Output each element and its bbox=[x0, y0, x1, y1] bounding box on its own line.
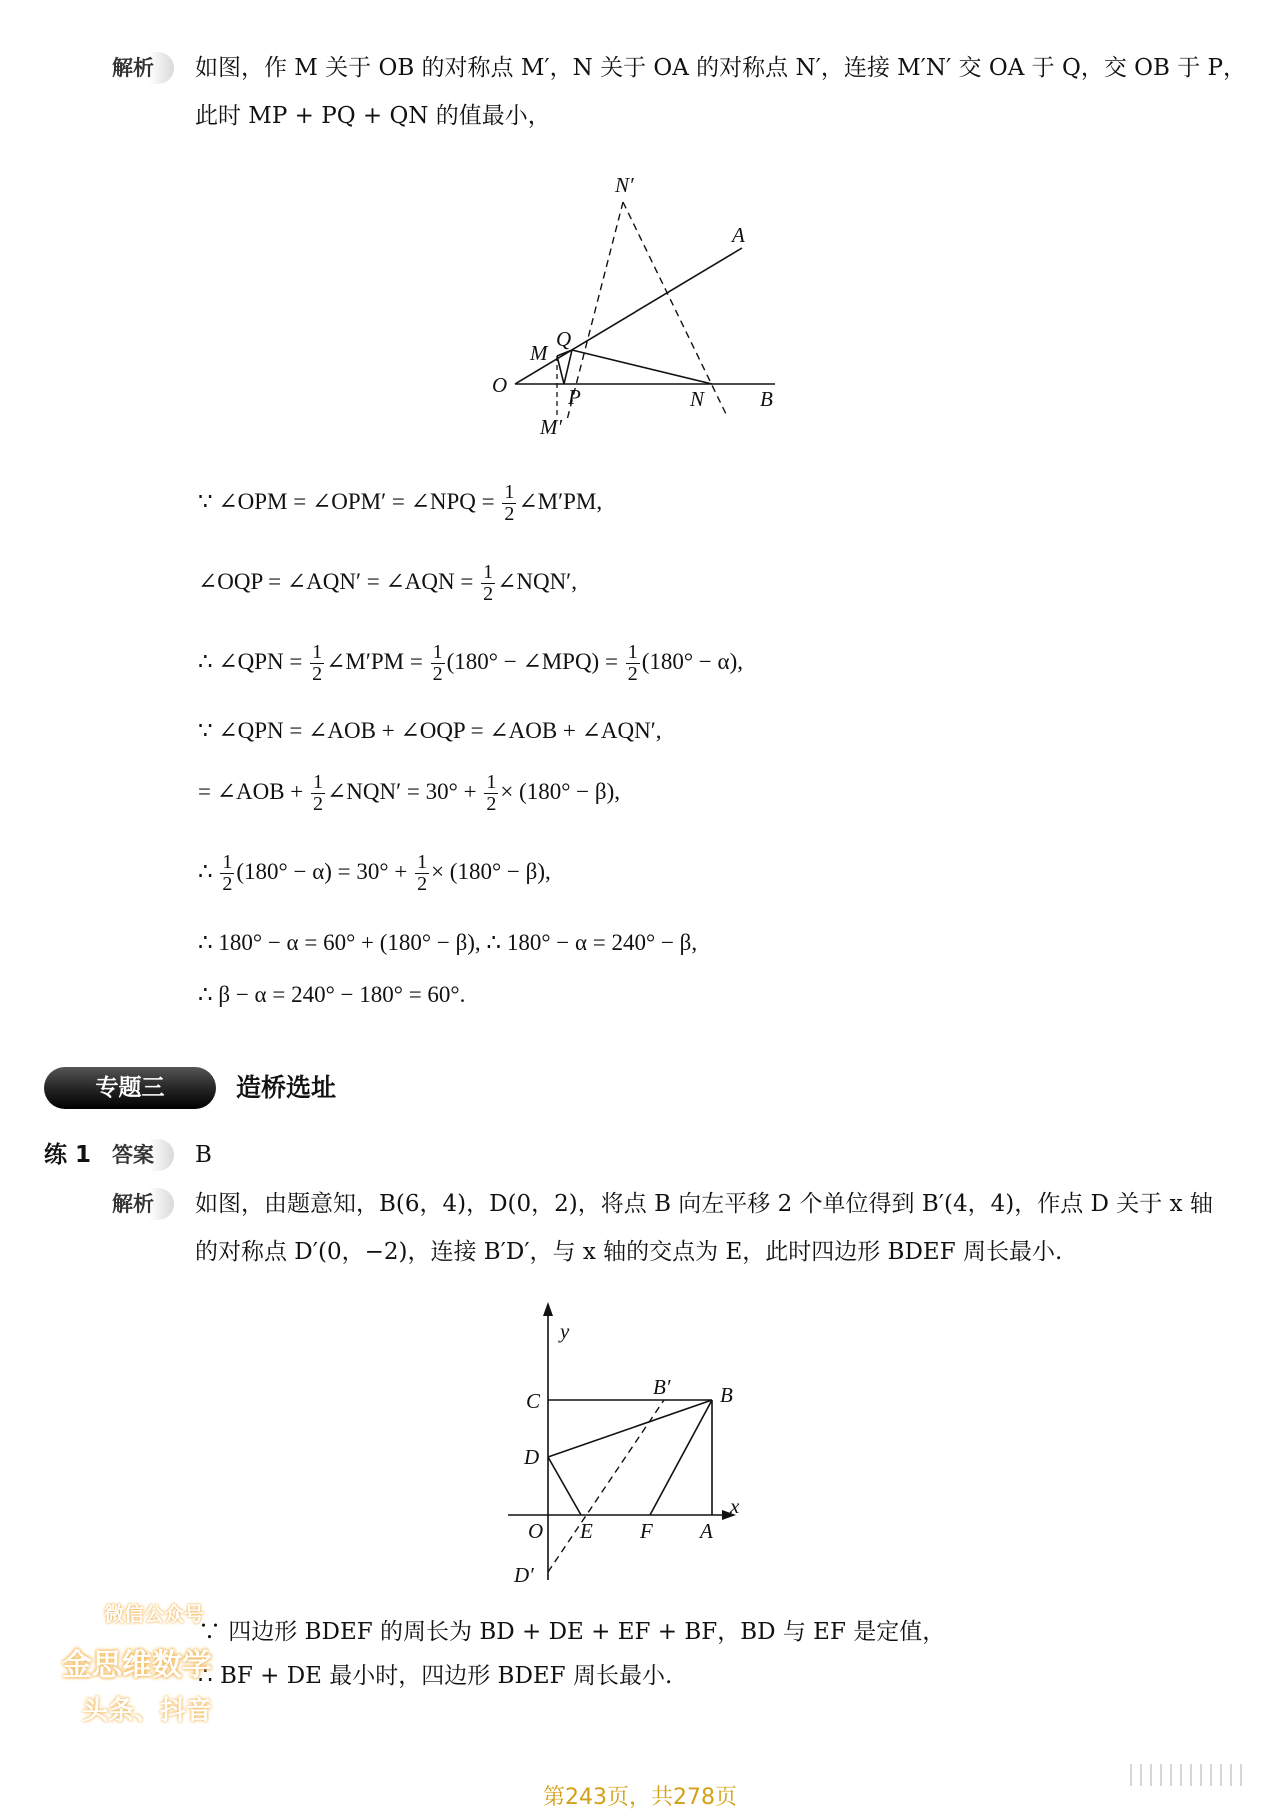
equation-4: ∵ ∠QPN = ∠AOB + ∠OQP = ∠AOB + ∠AQN′, bbox=[198, 718, 662, 743]
exercise-line-1: 如图，由题意知，B(6，4)，D(0，2)，将点 B 向左平移 2 个单位得到 B′(4，4)，作点 D 关于 x 轴 bbox=[195, 1191, 1213, 1217]
equation-5: = ∠AOB + $\frac{1}{2}$ ∠NQN′ = 30° + $\frac{1}{2}$ × (180° − β), bbox=[198, 771, 620, 815]
label-D: D bbox=[524, 1445, 540, 1469]
exercise-label: 练 1 bbox=[44, 1142, 92, 1168]
watermark-line-3: 头条、抖音 bbox=[82, 1696, 213, 1726]
label-M-prime: M′ bbox=[540, 415, 563, 439]
label-A: A bbox=[700, 1519, 713, 1543]
label-D-prime: D′ bbox=[514, 1563, 534, 1587]
label-y: y bbox=[560, 1319, 570, 1343]
line-QN bbox=[572, 350, 712, 384]
exercise-line-2: 的对称点 D′(0，−2)，连接 B′D′，与 x 轴的交点为 E，此时四边形 BDEF 周长最小. bbox=[195, 1239, 1063, 1265]
label-B-prime: B′ bbox=[653, 1375, 671, 1399]
label-B: B bbox=[760, 387, 773, 411]
label-P: P bbox=[568, 385, 581, 409]
line-PQ bbox=[564, 350, 572, 384]
equation-1: ∵ ∠OPM = ∠OPM′ = ∠NPQ = $\frac{1}{2}$ ∠M′PM, bbox=[198, 481, 603, 525]
figure-angle-reflection bbox=[480, 170, 800, 440]
section-pill: 专题三 bbox=[44, 1067, 216, 1109]
answer-tag: 答案 bbox=[112, 1139, 174, 1171]
label-B: B bbox=[720, 1383, 733, 1407]
label-M: M bbox=[530, 341, 548, 365]
equation-8: ∴ β − α = 240° − 180° = 60°. bbox=[198, 982, 466, 1007]
conclusion-line-2: ∴ BF + DE 最小时，四边形 BDEF 周长最小. bbox=[198, 1663, 673, 1689]
line-MP bbox=[557, 356, 564, 384]
line-FB bbox=[650, 1400, 712, 1515]
label-F: F bbox=[640, 1519, 653, 1543]
analysis-tag: 解析 bbox=[112, 52, 174, 84]
analysis-line-1: 如图，作 M 关于 OB 的对称点 M′，N 关于 OA 的对称点 N′，连接 M′N′ 交 OA 于 Q，交 OB 于 P， bbox=[195, 55, 1246, 81]
equation-3: ∴ ∠QPN = $\frac{1}{2}$ ∠M′PM = $\frac{1}{2}$ (180° − ∠MPQ) = $\frac{1}{2}$ (180° − α), bbox=[198, 641, 743, 685]
answer-value: B bbox=[195, 1142, 212, 1168]
label-N: N bbox=[690, 387, 705, 411]
line-DE bbox=[548, 1457, 581, 1515]
figure-coordinate bbox=[500, 1300, 760, 1590]
label-N-prime: N′ bbox=[615, 173, 634, 197]
conclusion-line-1: ∵ 四边形 BDEF 的周长为 BD + DE + EF + BF，BD 与 EF 是定值， bbox=[198, 1619, 946, 1645]
label-x: x bbox=[730, 1494, 740, 1518]
line-NprimeN bbox=[623, 202, 726, 414]
section-title: 造桥选址 bbox=[236, 1073, 337, 1102]
y-axis-arrow bbox=[543, 1302, 553, 1316]
analysis-tag-2: 解析 bbox=[112, 1188, 174, 1220]
label-A: A bbox=[732, 223, 745, 247]
equation-2: ∠OQP = ∠AQN′ = ∠AQN = $\frac{1}{2}$ ∠NQN′, bbox=[198, 561, 577, 605]
equation-6: ∴ $\frac{1}{2}$ (180° − α) = 30° + $\frac{1}{2}$ × (180° − β), bbox=[198, 851, 551, 895]
watermark-line-2: 金思维数学 bbox=[62, 1648, 212, 1683]
line-DB bbox=[548, 1400, 712, 1457]
label-O: O bbox=[528, 1519, 544, 1543]
watermark-line-1: 微信公众号 bbox=[104, 1602, 204, 1626]
label-E: E bbox=[580, 1519, 593, 1543]
label-O: O bbox=[492, 373, 508, 397]
analysis-line-2: 此时 MP + PQ + QN 的值最小， bbox=[195, 103, 551, 129]
label-Q: Q bbox=[556, 327, 572, 351]
page-footer: 第243页，共278页 bbox=[543, 1785, 737, 1810]
equation-7: ∴ 180° − α = 60° + (180° − β), ∴ 180° − α = 240° − β, bbox=[198, 930, 698, 955]
label-C: C bbox=[526, 1389, 541, 1413]
